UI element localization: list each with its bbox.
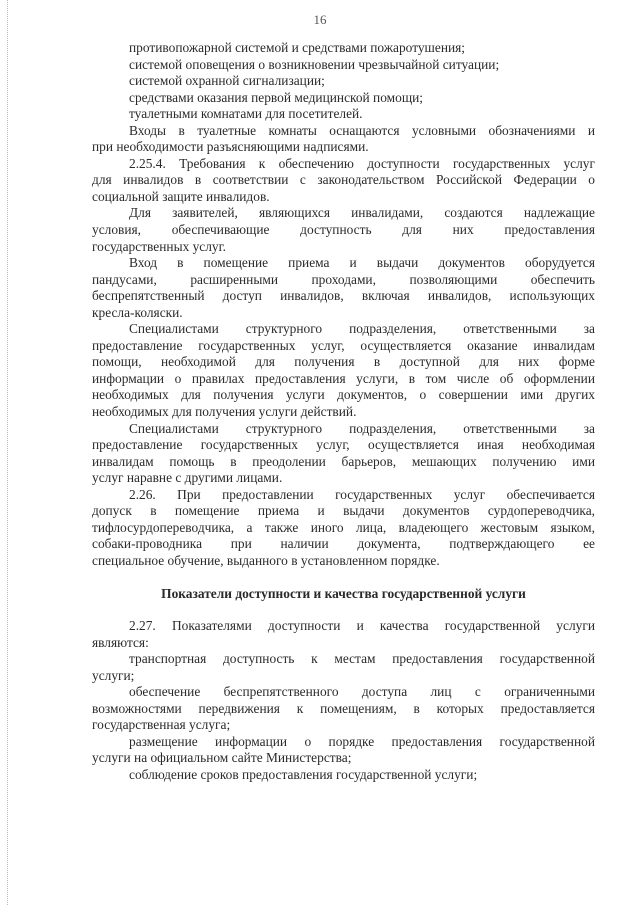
text-line: помощи, необходимой для получения в доступной для них форме (92, 354, 595, 370)
text-line: собаки-проводника при наличии документа, подтверждающего ее (92, 536, 595, 552)
text-line: Специалистами структурного подразделения, ответственными за (129, 420, 595, 436)
text-line: государственных услуг. (92, 238, 226, 254)
text-line: соблюдение сроков предоставления государственной услуги; (129, 766, 478, 782)
text-line: 2.27. Показателями доступности и качества государственной услуги (129, 618, 595, 634)
text-line: размещение информации о порядке предоставления государственной (129, 733, 595, 749)
text-line: пандусами, расширенными проходами, позволяющими обеспечить (92, 271, 595, 287)
text-line: 2.26. При предоставлении государственных услуг обеспечивается (129, 486, 595, 502)
text-line: допуск в помещение приема и выдачи документов сурдопереводчика, (92, 503, 595, 519)
text-line: Вход в помещение приема и выдачи документов оборудуется (129, 255, 595, 271)
text-line: необходимых для получения услуги действий. (92, 404, 357, 420)
text-line: необходимых для получения услуги документов, о совершении ими других (92, 387, 595, 403)
text-line: беспрепятственный доступ инвалидов, включая инвалидов, использующих (92, 288, 595, 304)
paragraphs-after-heading (92, 618, 595, 783)
text-line: информации о правилах предоставления услуги, в том числе об оформлении (92, 370, 595, 386)
text-line: системой охранной сигнализации; (129, 73, 325, 89)
section-heading: Показатели доступности и качества государственной услуги (161, 585, 526, 601)
text-line: Специалистами структурного подразделения, ответственными за (129, 321, 595, 337)
text-line: являются: (92, 634, 149, 650)
paragraphs-before-heading (92, 40, 595, 570)
text-line: тифлосурдопереводчика, а также иного лица, владеющего жестовым языком, (92, 519, 595, 535)
text-line: обеспечение беспрепятственного доступа лиц с ограниченными (129, 684, 595, 700)
text-line: системой оповещения о возникновении чрезвычайной ситуации; (129, 56, 500, 72)
text-line: 2.25.4. Требования к обеспечению доступности государственных услуг (129, 155, 595, 171)
text-line: социальной защите инвалидов. (92, 188, 270, 204)
text-line: предоставление государственных услуг, осуществляется иная необходимая (92, 437, 595, 453)
text-line: при необходимости разъясняющими надписями. (92, 139, 369, 155)
text-line: государственная услуга; (92, 717, 231, 733)
text-line: услуги на официальном сайте Министерства; (92, 750, 352, 766)
text-line: возможностями передвижения к помещениям, в которых предоставляется (92, 700, 595, 716)
text-line: кресла-коляски. (92, 304, 183, 320)
text-line: туалетными комнатами для посетителей. (129, 106, 363, 122)
spacer (92, 570, 595, 586)
text-line: специальное обучение, выданного в установленном порядке. (92, 552, 440, 568)
text-line: условия, обеспечивающие доступность для них предоставления (92, 222, 595, 238)
text-line: Для заявителей, являющихся инвалидами, создаются надлежащие (129, 205, 595, 221)
page-number: 16 (313, 12, 327, 27)
text-line: для инвалидов в соответствии с законодательством Российской Федерации о (92, 172, 595, 188)
spacer (92, 602, 595, 618)
document-body (92, 40, 595, 784)
text-line: предоставление государственных услуг, осуществляется оказание инвалидам (92, 337, 595, 353)
text-line: транспортная доступность к местам предоставления государственной (129, 651, 595, 667)
text-line: услуг наравне с другими лицами. (92, 470, 283, 486)
text-line: инвалидам помощь в преодолении барьеров, мешающих получению ими (92, 453, 595, 469)
text-line: Входы в туалетные комнаты оснащаются условными обозначениями и (129, 122, 595, 138)
text-line: противопожарной системой и средствами пожаротушения; (129, 40, 466, 55)
text-line: средствами оказания первой медицинской помощи; (129, 89, 424, 105)
text-line: услуги; (92, 667, 135, 683)
